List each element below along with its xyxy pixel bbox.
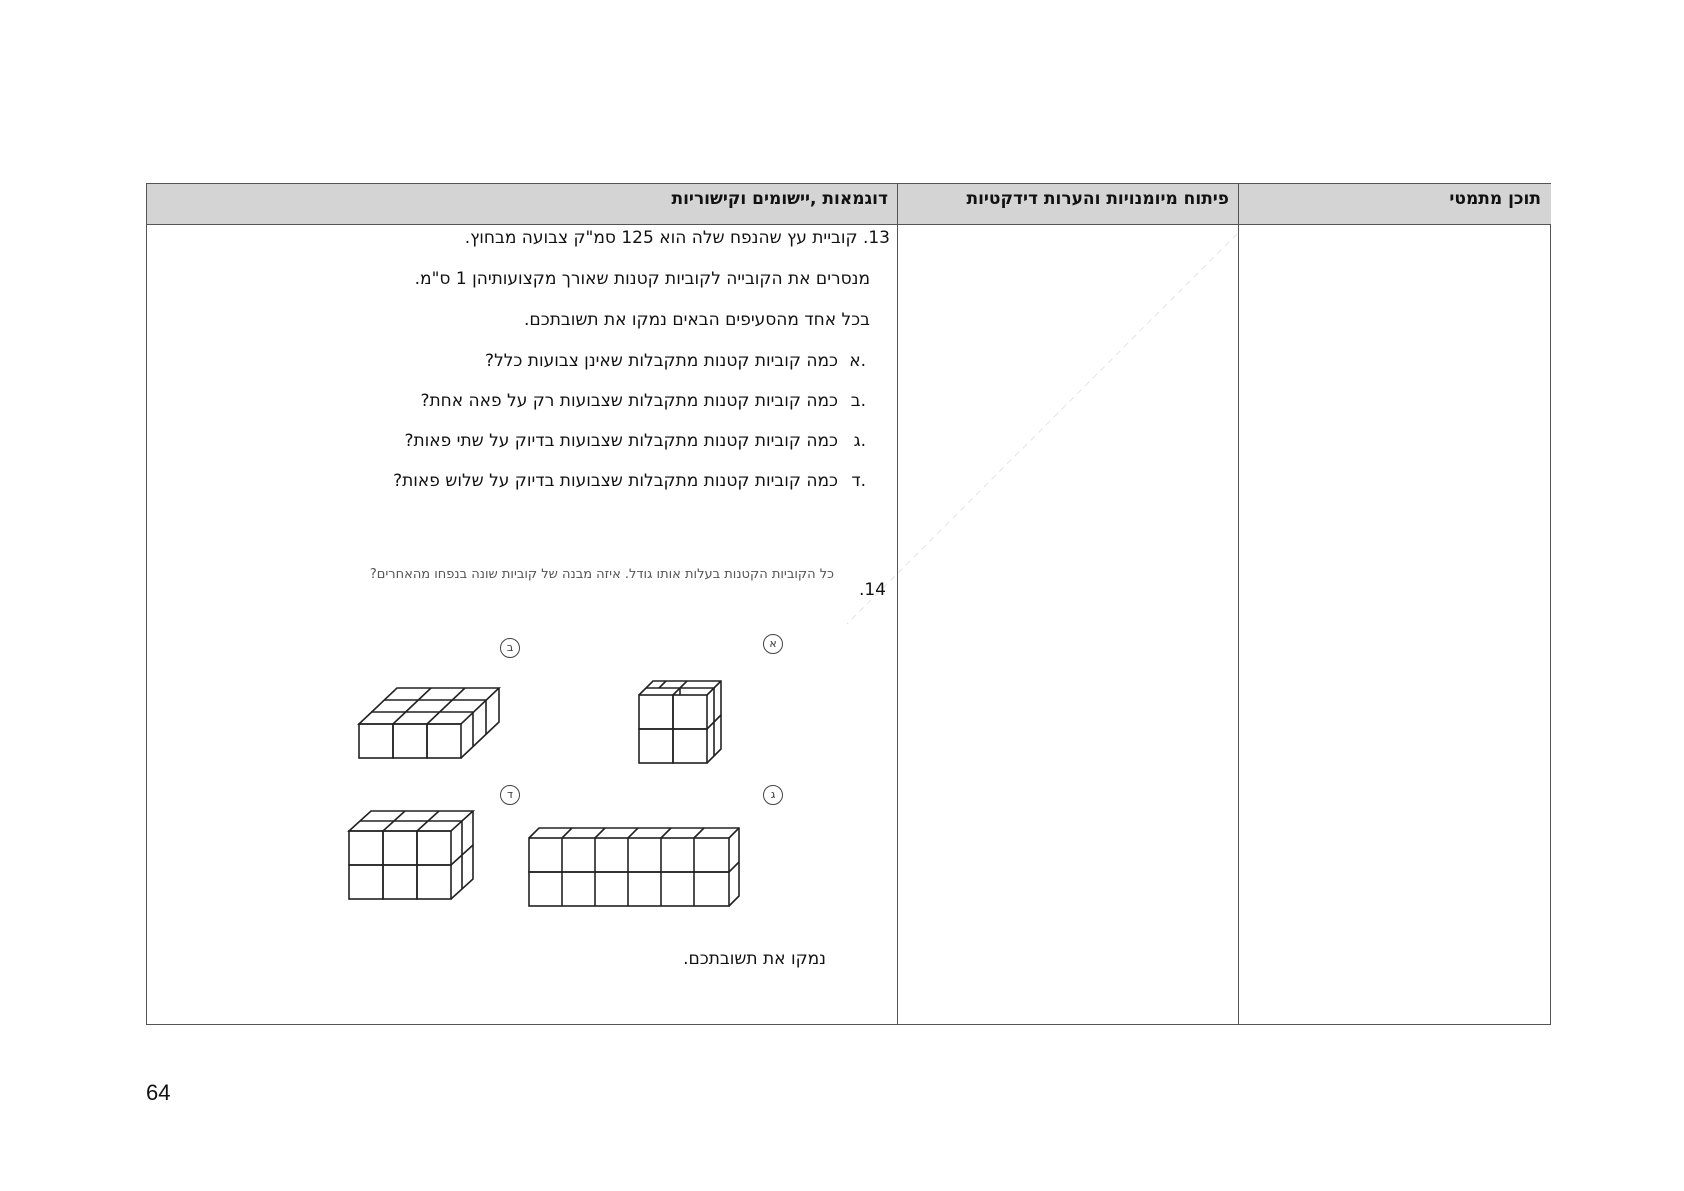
header-examples: דוגמאות ,יישומים וקישוריות [147, 184, 898, 225]
scan-artifact [837, 229, 1257, 629]
cube-structure-d [347, 809, 487, 909]
q13-item-letter: ב. [850, 391, 866, 411]
q13-item-letter: א. [849, 351, 866, 371]
figure-label-b: ב [500, 638, 520, 658]
figure-label-d: ד [500, 785, 520, 805]
cube-structure-a [637, 664, 747, 764]
q13-line1: 13. קוביית עץ שהנפח שלה הוא 125 סמ"ק צבועה מבחוץ. [464, 228, 890, 248]
header-content: תוכן מתמטי [1239, 184, 1551, 225]
q13-item-text: כמה קוביות קטנות מתקבלות שאינן צבועות כלל? [485, 351, 838, 371]
q13-line3: בכל אחד מהסעיפים הבאים נמקו את תשובתכם. [524, 310, 870, 330]
page-number: 64 [146, 1080, 171, 1105]
q13-item-letter: ד. [851, 471, 866, 491]
q13-item-text: כמה קוביות קטנות מתקבלות שצבועות בדיוק על שתי פאות? [404, 431, 838, 451]
q14-conclusion: נמקו את תשובתכם. [683, 949, 826, 969]
q13-item-letter: ג. [853, 431, 866, 451]
q13-line2: מנסרים את הקובייה לקוביות קטנות שאורך מקצועותיהן 1 ס"מ. [414, 269, 870, 289]
q14-question: כל הקוביות הקטנות בעלות אותו גודל. איזה מבנה של קוביות שונה בנפחו מהאחרים? [369, 567, 834, 582]
figure-label-a: א [763, 634, 783, 654]
q13-item-text: כמה קוביות קטנות מתקבלות שצבועות בדיוק על שלוש פאות? [393, 471, 838, 491]
curriculum-table [146, 183, 1551, 1025]
q14-number: .14 [858, 580, 886, 600]
header-skills: פיתוח מיומנויות והערות דידקטיות [898, 184, 1239, 225]
q13-item-text: כמה קוביות קטנות מתקבלות שצבועות רק על פאה אחת? [420, 391, 838, 411]
figure-label-c: ג [763, 785, 783, 805]
cube-structure-b [357, 674, 517, 764]
cube-structure-c [527, 826, 747, 916]
